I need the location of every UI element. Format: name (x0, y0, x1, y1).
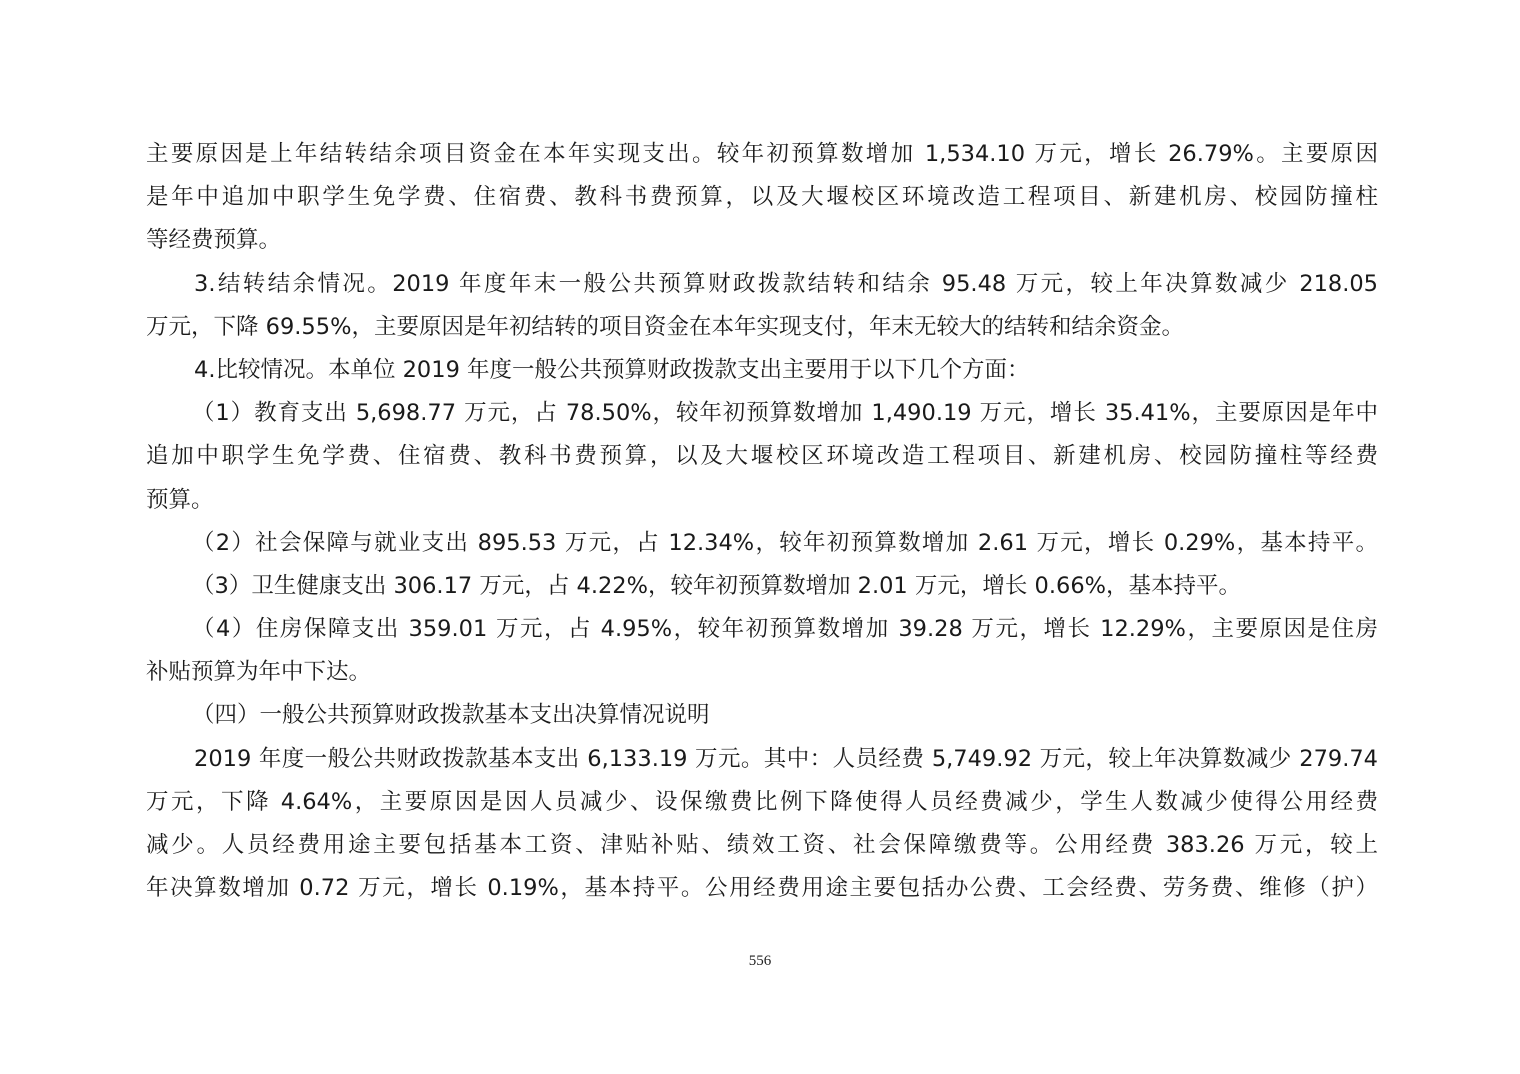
text-line: 追加中职学生免学费、住宿费、教科书费预算，以及大堰校区环境改造工程项目、新建机房、校园防撞柱等经费 (146, 443, 1378, 470)
text-line: 预算。 (146, 486, 214, 513)
page-number: 556 (748, 953, 772, 969)
list-item-housing: （4）住房保障支出 359.01 万元，占 4.95%，较年初预算数增加 39.28 万元，增长 12.29%，主要原因是住房 (192, 616, 1378, 643)
body-text (146, 133, 1378, 910)
list-item-health: （3）卫生健康支出 306.17 万元，占 4.22%，较年初预算数增加 2.01 万元，增长 0.66%，基本持平。 (192, 572, 1242, 599)
list-item-education: （1）教育支出 5,698.77 万元，占 78.50%，较年初预算数增加 1,490.19 万元，增长 35.41%，主要原因是年中 (192, 400, 1378, 427)
text-line: 减少。人员经费用途主要包括基本工资、津贴补贴、绩效工资、社会保障缴费等。公用经费 383.26 万元，较上 (146, 832, 1378, 858)
text-line: 万元，下降 4.64%，主要原因是因人员减少、设保缴费比例下降使得人员经费减少，学生人数减少使得公用经费 (146, 788, 1378, 815)
text-line: 等经费预算。 (146, 227, 282, 254)
text-line: 年决算数增加 0.72 万元，增长 0.19%，基本持平。公用经费用途主要包括办公费、工会经费、劳务费、维修（护） (146, 875, 1378, 902)
paragraph-heading-comparison: 4.比较情况。本单位 2019 年度一般公共预算财政拨款支出主要用于以下几个方面： (194, 356, 1030, 383)
text-line: 补贴预算为年中下达。 (146, 659, 372, 686)
section-heading-basic-expenditure: （四）一般公共预算财政拨款基本支出决算情况说明 (192, 702, 710, 729)
text-line: 万元，下降 69.55%，主要原因是年初结转的项目资金在本年实现支付，年末无较大的结转和结余资金。 (146, 313, 1184, 340)
list-item-social-security: （2）社会保障与就业支出 895.53 万元，占 12.34%，较年初预算数增加 2.61 万元，增长 0.29%，基本持平。 (192, 529, 1378, 556)
text-line: 是年中追加中职学生免学费、住宿费、教科书费预算，以及大堰校区环境改造工程项目、新建机房、校园防撞柱 (146, 184, 1378, 211)
paragraph-heading-carryover: 3.结转结余情况。2019 年度年末一般公共预算财政拨款结转和结余 95.48 万元，较上年决算数减少 218.05 (194, 270, 1378, 297)
text-line: 主要原因是上年结转结余项目资金在本年实现支出。较年初预算数增加 1,534.10 万元，增长 26.79%。主要原因 (146, 141, 1378, 167)
text-line: 2019 年度一般公共财政拨款基本支出 6,133.19 万元。其中：人员经费 5,749.92 万元，较上年决算数减少 279.74 (194, 745, 1378, 772)
